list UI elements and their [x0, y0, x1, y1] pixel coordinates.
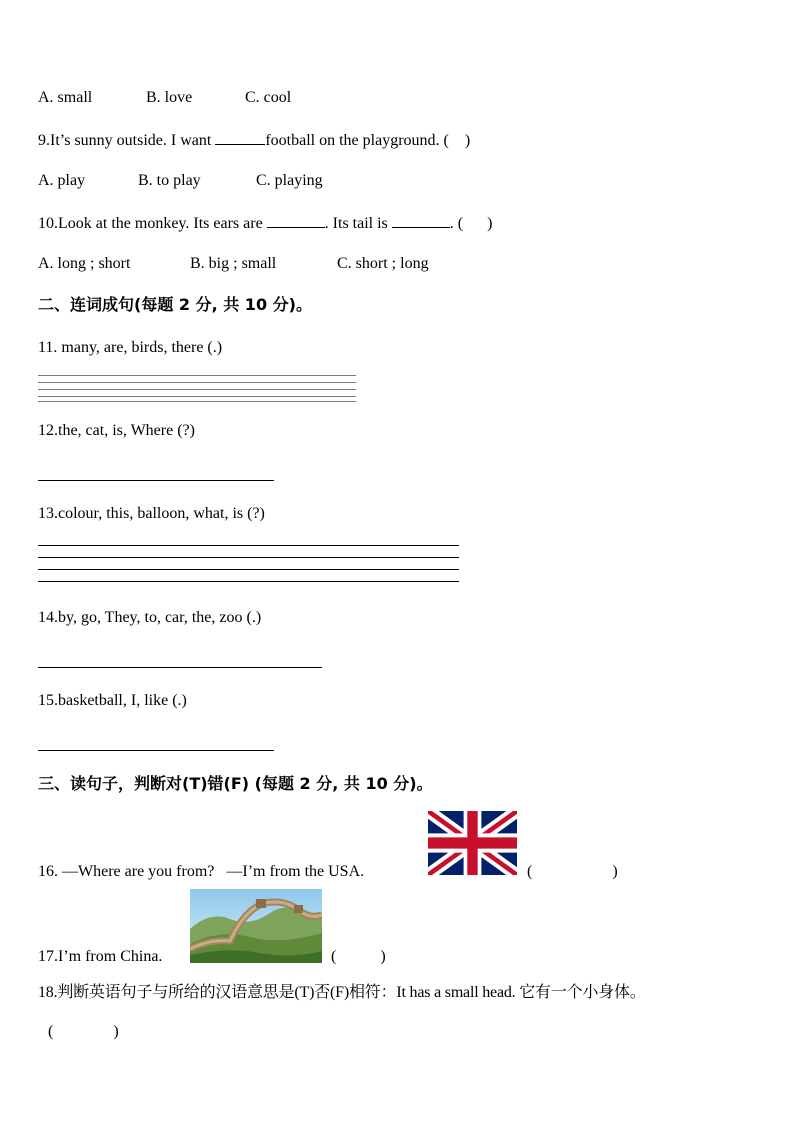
answer-line — [38, 396, 356, 397]
q10-part1: 10.Look at the monkey. Its ears are — [38, 215, 267, 232]
q17-answer-bracket: ( ) — [331, 948, 386, 965]
q10-option-c: C. short ; long — [337, 255, 429, 272]
section-3-heading: 三、读句子，判断对(T)错(F) (每题 2 分, 共 10 分)。 — [38, 774, 433, 793]
q9-option-a: A. play — [38, 172, 86, 189]
question-17: 17.I’m from China. — [38, 948, 163, 965]
q18-answer-bracket: ( ) — [48, 1023, 119, 1040]
question-13: 13.colour, this, balloon, what, is (?) — [38, 505, 265, 522]
question-10 — [38, 213, 492, 234]
answer-line — [38, 389, 356, 390]
q8-option-b: B. love — [146, 89, 193, 106]
q9-option-c: C. playing — [256, 172, 323, 189]
great-wall-icon — [190, 889, 322, 963]
q10-blank-2 — [392, 213, 450, 228]
answer-line — [38, 557, 459, 558]
q8-option-a: A. small — [38, 89, 93, 106]
q10-part3: . ( ) — [449, 215, 493, 232]
answer-line — [38, 569, 459, 570]
question-11: 11. many, are, birds, there (.) — [38, 339, 223, 356]
answer-line — [38, 667, 322, 668]
question-16: 16. —Where are you from? —I’m from the USA. — [38, 863, 365, 880]
section-2-heading: 二、连词成句(每题 2 分, 共 10 分)。 — [38, 295, 312, 314]
answer-line — [38, 480, 274, 481]
union-jack-flag-image — [428, 811, 517, 875]
q10-option-a: A. long ; short — [38, 255, 131, 272]
q8-option-c: C. cool — [245, 89, 292, 106]
question-15: 15.basketball, I, like (.) — [38, 692, 187, 709]
flag-icon — [428, 811, 517, 875]
question-12: 12.the, cat, is, Where (?) — [38, 422, 195, 439]
answer-line — [38, 382, 356, 383]
question-9 — [38, 130, 470, 151]
q9-suffix: football on the playground. ( ) — [265, 132, 471, 149]
q9-blank — [215, 130, 265, 145]
question-14: 14.by, go, They, to, car, the, zoo (.) — [38, 609, 262, 626]
q9-prefix: 9.It’s sunny outside. I want — [38, 132, 216, 149]
answer-line — [38, 545, 459, 546]
q10-part2: . Its tail is — [324, 215, 392, 232]
question-18: 18.判断英语句子与所给的汉语意思是(T)否(F)相符：It has a small head. 它有一个小身体。 — [38, 984, 646, 1001]
answer-line — [38, 401, 356, 402]
great-wall-image — [190, 889, 322, 963]
answer-line — [38, 750, 274, 751]
q9-option-b: B. to play — [138, 172, 201, 189]
q10-option-b: B. big ; small — [190, 255, 277, 272]
answer-line — [38, 581, 459, 582]
answer-line — [38, 375, 356, 376]
q10-blank-1 — [267, 213, 325, 228]
q16-answer-bracket: ( ) — [527, 863, 618, 880]
